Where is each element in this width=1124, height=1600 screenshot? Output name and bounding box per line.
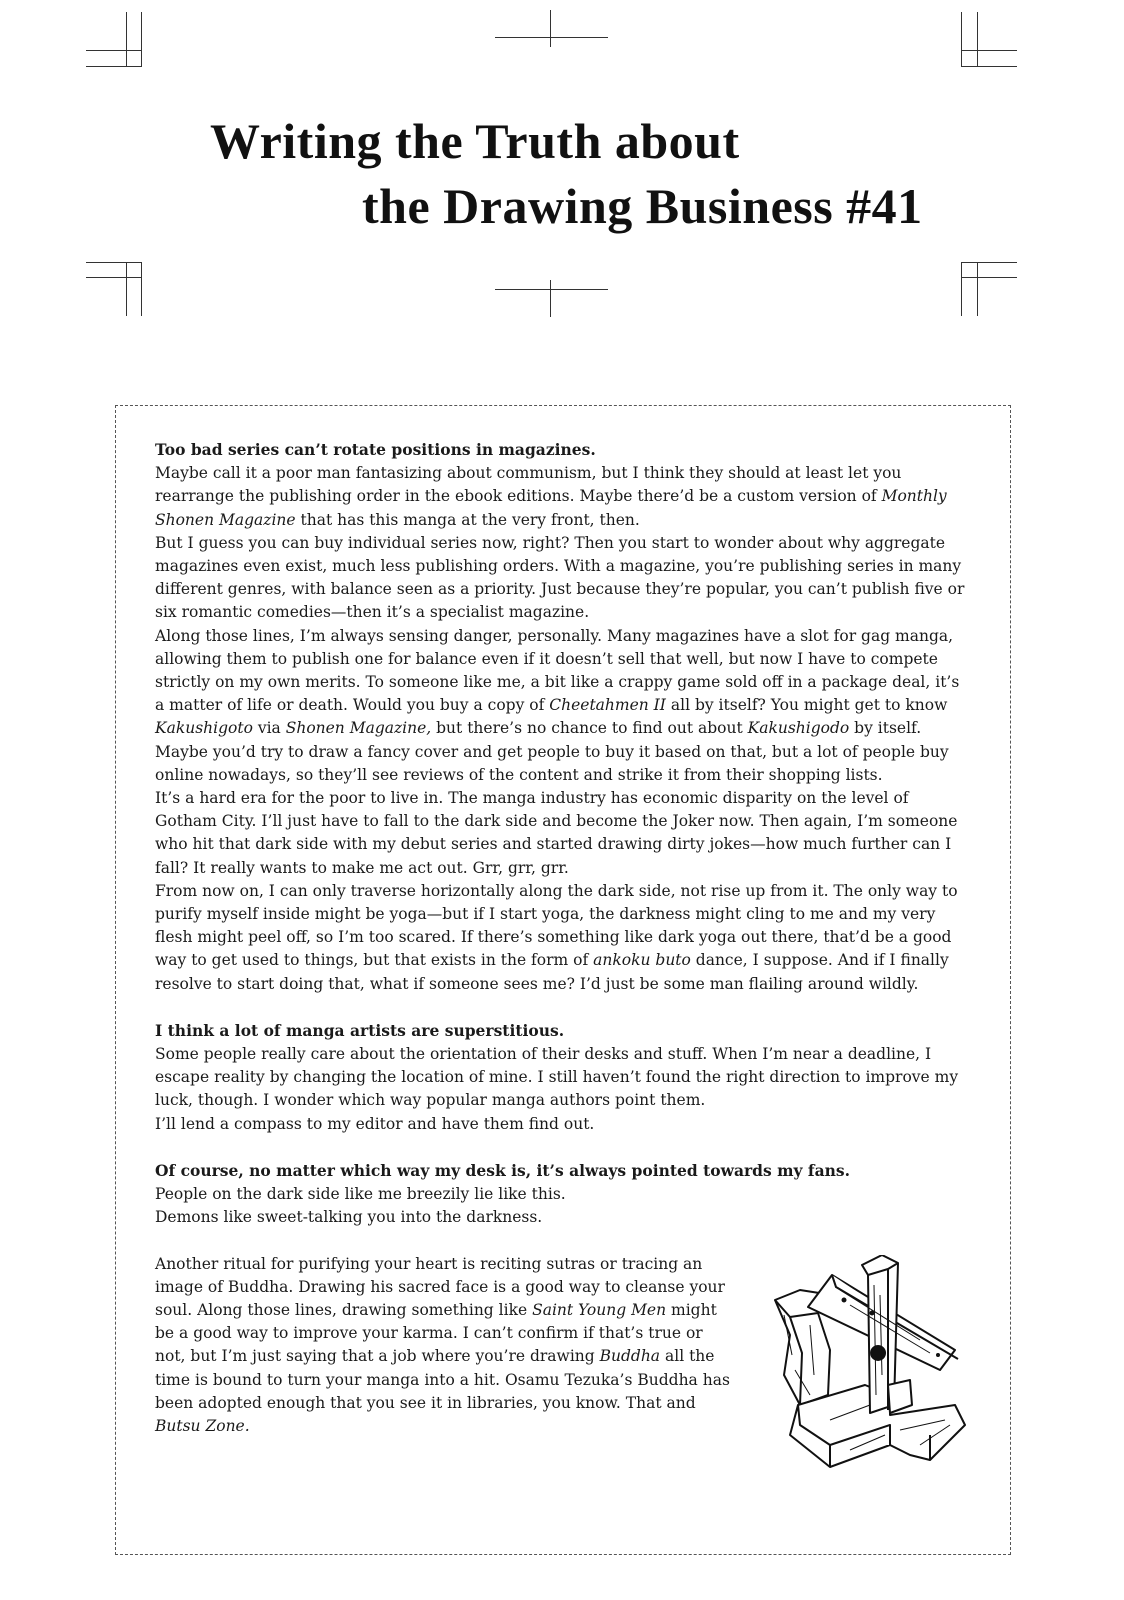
body-paragraph: Along those lines, I’m always sensing danger, personally. Many magazines have a slot for gag manga, allowing them to publish one for balance even if it doesn’t sell that well, but now I have to compete strictly on my own merits. To someone like me, a bit like a crappy game sold off in a package deal, it’s a matter of life or death. Would you buy a copy of Cheetahmen II all by itself? You might get to know Kakushigoto via Shonen Magazine, but there’s no chance to find out about Kakushigodo by itself. Maybe you’d try to draw a fancy cover and get people to buy it based on that, but a lot of people buy online nowadays, so they’ll see reviews of the content and strike it from their shopping lists. xyxy=(155,626,960,784)
body-paragraph: But I guess you can buy individual series now, right? Then you start to wonder about why aggregate magazines even exist, much less publishing orders. With a magazine, you’re publishing series in many different genres, with balance seen as a priority. Just because they’re popular, you can’t publish five or six romantic comedies—then it’s a specialist magazine. xyxy=(155,533,965,622)
section-heading: I think a lot of manga artists are superstitious. xyxy=(155,1020,565,1040)
paragraph-gap xyxy=(155,996,970,1019)
paragraph-gap xyxy=(155,1136,970,1159)
paragraph-gap xyxy=(155,1230,970,1253)
body-paragraph: Some people really care about the orientation of their desks and stuff. When I’m near a deadline, I escape reality by changing the location of mine. I still haven’t found the right direction to improve my luck, though. I wonder which way popular manga authors point them. xyxy=(155,1045,959,1110)
body-paragraph: People on the dark side like me breezily lie like this. xyxy=(155,1185,566,1204)
body-paragraph: I’ll lend a compass to my editor and have them find out. xyxy=(155,1114,595,1133)
wooden-kaku-characters-illustration xyxy=(770,1255,970,1480)
page-title-line-1: Writing the Truth about xyxy=(210,113,740,169)
section-heading: Too bad series can’t rotate positions in magazines. xyxy=(155,440,596,459)
body-paragraph: Demons like sweet-talking you into the darkness. xyxy=(155,1208,543,1227)
section-heading: Of course, no matter which way my desk is, it’s always pointed towards my fans. xyxy=(155,1160,851,1180)
page-title-line-2: the Drawing Business #41 xyxy=(362,178,923,234)
body-paragraph: It’s a hard era for the poor to live in. The manga industry has economic disparity on the level of Gotham City. I’ll just have to fall to the dark side and become the Joker now. Then again, I’m someone who hit that dark side with my debut series and started drawing dirty jokes—how much further can I fall? It really wants to make me act out. Grr, grr, grr. xyxy=(155,789,958,877)
body-paragraph: Another ritual for purifying your heart is reciting sutras or tracing an image of Buddha. Drawing his sacred face is a good way to cleanse your soul. Along those lines, drawing something like Saint Young Men might be a good way to improve your karma. I can’t confirm if that’s true or not, but I’m just saying that a job where you’re drawing Buddha all the time is bound to turn your manga into a hit. Osamu Tezuka’s Buddha has been adopted enough that you see it in libraries, you know. That and Butsu Zone. xyxy=(155,1254,730,1435)
body-paragraph: From now on, I can only traverse horizontally along the dark side, not rise up from it. The only way to purify myself inside might be yoga—but if I start yoga, the darkness might cling to me and my very flesh might peel off, so I’m too scared. If there’s something like dark yoga out there, that’d be a good way to get used to things, but that exists in the form of ankoku buto dance, I suppose. And if I finally resolve to start doing that, what if someone sees me? I’d just be some man flailing around wildly. xyxy=(155,881,958,993)
body-paragraph: Maybe call it a poor man fantasizing about communism, but I think they should at least let you rearrange the publishing order in the ebook editions. Maybe there’d be a custom version of Monthly Shonen Magazine that has this manga at the very front, then. xyxy=(155,464,947,529)
